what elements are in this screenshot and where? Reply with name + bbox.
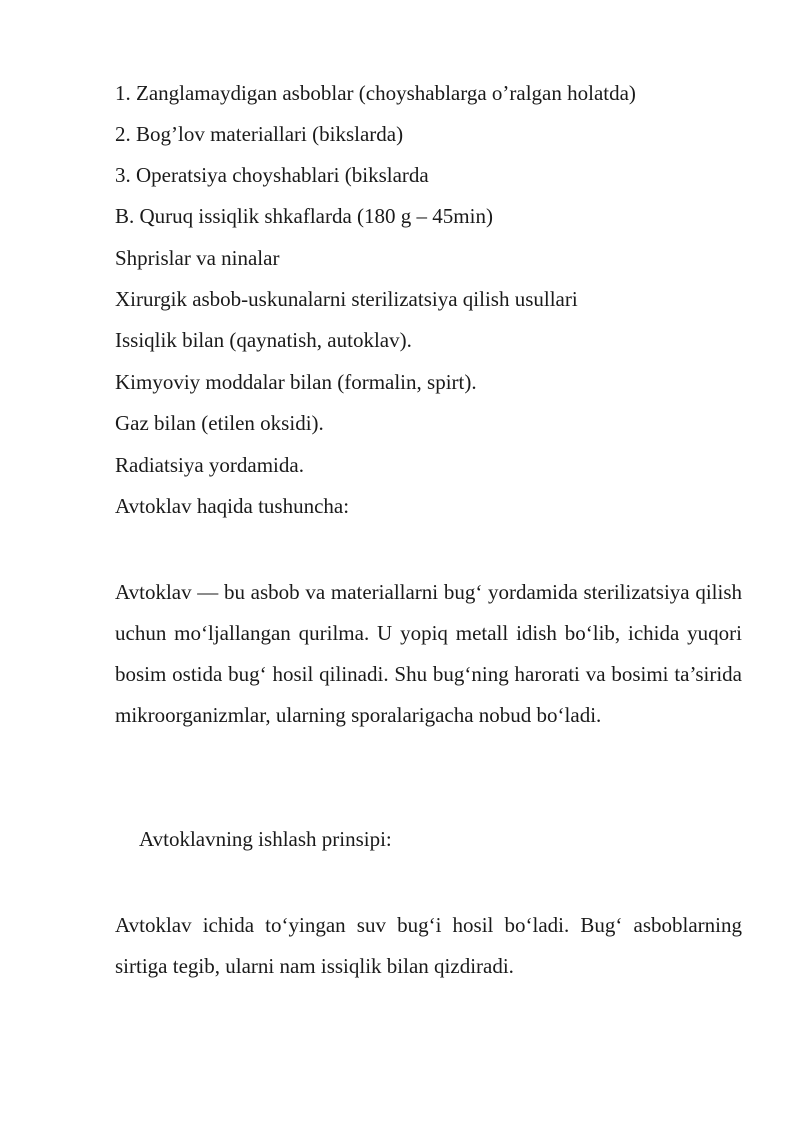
list-line-2: 2. Bog’lov materiallari (bikslarda): [115, 122, 404, 146]
list-line-4: B. Quruq issiqlik shkaflarda (180 g – 45min): [115, 204, 493, 228]
working-principle-heading: Avtoklavning ishlash prinsipi:: [139, 827, 392, 851]
list-line-5: Shprislar va ninalar: [115, 246, 280, 270]
working-principle-paragraph: Avtoklav ichida to‘yingan suv bug‘i hosil bo‘ladi. Bug‘ asboblarning sirtiga tegib, ularni nam issiqlik bilan qizdiradi.: [115, 913, 742, 978]
list-line-1: 1. Zanglamaydigan asboblar (choyshablarga o’ralgan holatda): [115, 81, 636, 105]
list-line-10: Radiatsiya yordamida.: [115, 453, 304, 477]
list-line-6: Xirurgik asbob-uskunalarni sterilizatsiya qilish usullari: [115, 287, 578, 311]
list-line-9: Gaz bilan (etilen oksidi).: [115, 411, 324, 435]
list-line-11: Avtoklav haqida tushuncha:: [115, 494, 350, 518]
list-line-3: 3. Operatsiya choyshablari (bikslarda: [115, 163, 429, 187]
list-line-7: Issiqlik bilan (qaynatish, autoklav).: [115, 328, 412, 352]
list-line-8: Kimyoviy moddalar bilan (formalin, spirt).: [115, 370, 477, 394]
autoclave-definition-paragraph: Avtoklav — bu asbob va materiallarni bug‘ yordamida sterilizatsiya qilish uchun mo‘ljallangan qurilma. U yopiq metall idish bo‘lib, ichida yuqori bosim ostida bug‘ hosil qilinadi. Shu bug‘ning harorati va bosimi ta’sirida mikroorganizmlar, ularning sporalarigacha nobud bo‘ladi.: [115, 580, 742, 727]
